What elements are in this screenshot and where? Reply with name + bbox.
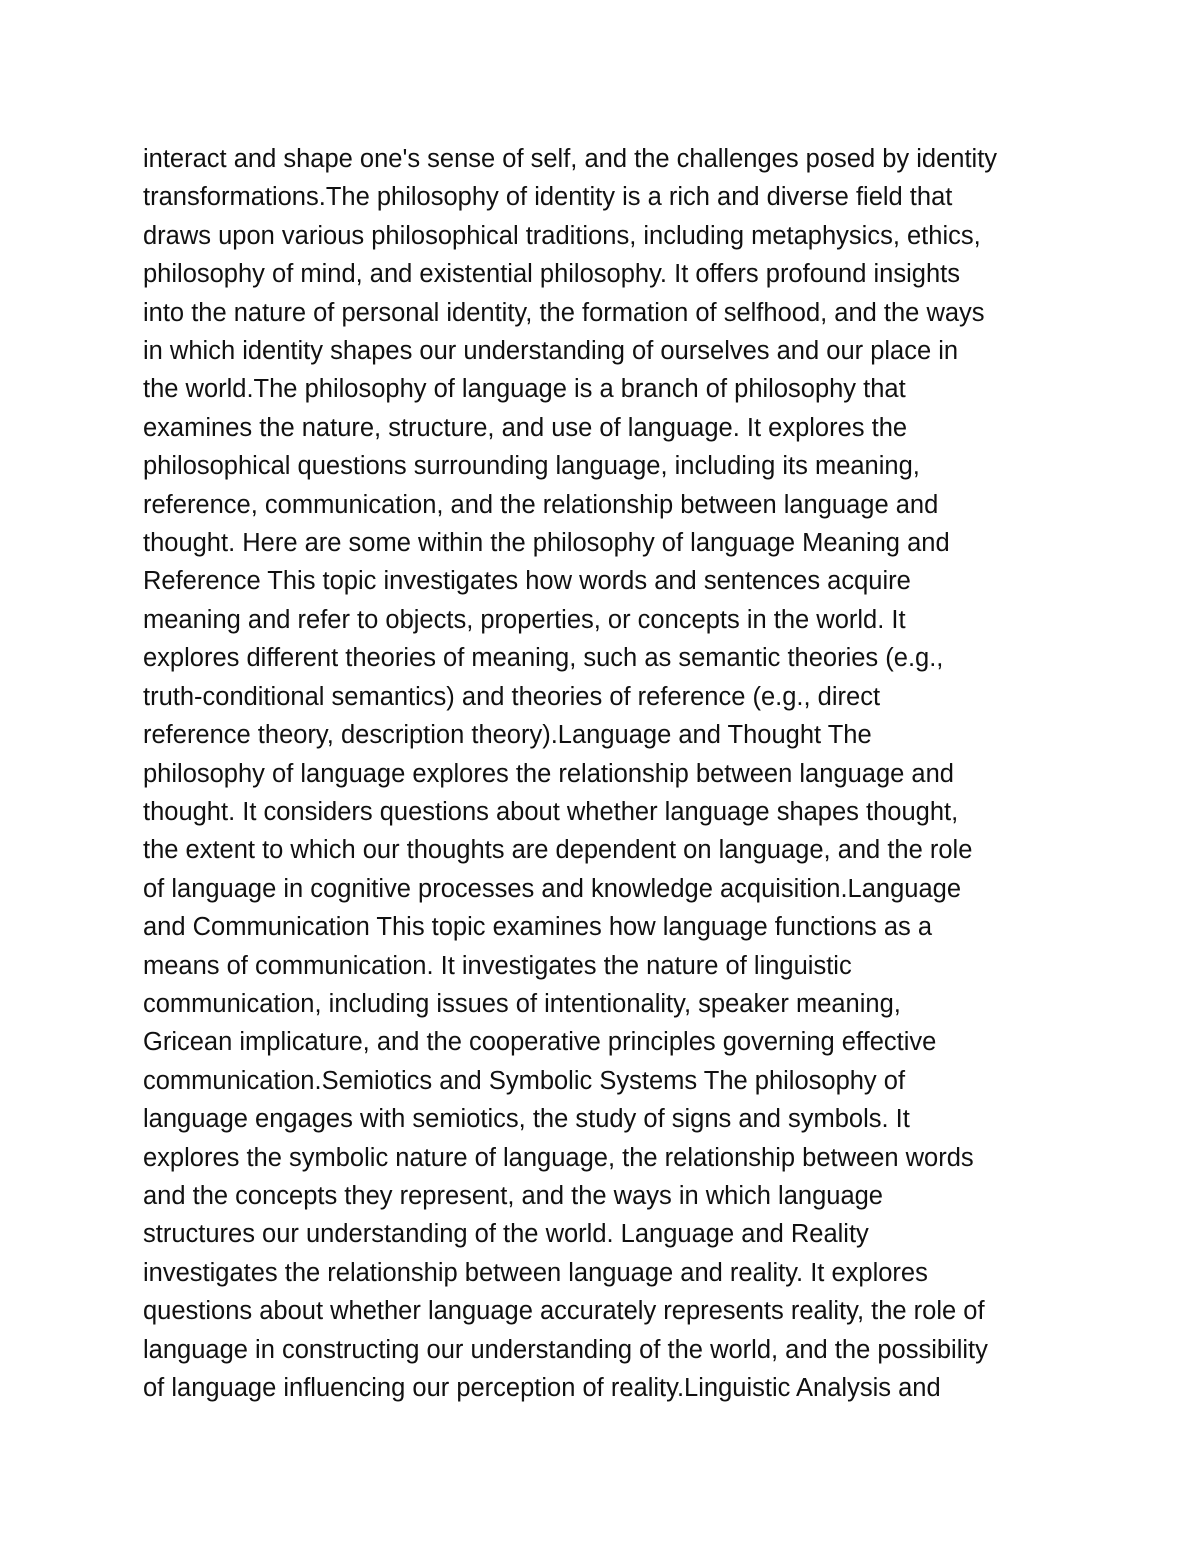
text-line: investigates the relationship between language and reality. It explores — [143, 1258, 928, 1287]
text-line: thought. It considers questions about whether language shapes thought, — [143, 797, 959, 826]
text-line: truth-conditional semantics) and theories of reference (e.g., direct — [143, 682, 881, 711]
text-line: communication.Semiotics and Symbolic Systems The philosophy of — [143, 1066, 906, 1095]
text-line: in which identity shapes our understanding of ourselves and our place in — [143, 337, 959, 366]
text-line: explores different theories of meaning, such as semantic theories (e.g., — [143, 644, 944, 673]
text-line: means of communication. It investigates the nature of linguistic — [143, 951, 852, 980]
text-line: communication, including issues of intentionality, speaker meaning, — [143, 989, 901, 1018]
text-line: draws upon various philosophical traditions, including metaphysics, ethics, — [143, 221, 981, 250]
text-line: explores the symbolic nature of language, the relationship between words — [143, 1143, 974, 1172]
text-line: and the concepts they represent, and the ways in which language — [143, 1181, 883, 1210]
text-line: into the nature of personal identity, the formation of selfhood, and the ways — [143, 298, 985, 327]
text-line: thought. Here are some within the philosophy of language Meaning and — [143, 529, 950, 558]
text-line: questions about whether language accurately represents reality, the role of — [143, 1297, 985, 1326]
text-line: structures our understanding of the world. Language and Reality — [143, 1220, 869, 1249]
text-line: language in constructing our understanding of the world, and the possibility — [143, 1335, 988, 1364]
text-line: meaning and refer to objects, properties, or concepts in the world. It — [143, 605, 906, 634]
text-line: reference, communication, and the relationship between language and — [143, 490, 939, 519]
text-line: of language influencing our perception of reality.Linguistic Analysis and — [143, 1374, 941, 1402]
text-line: Reference This topic investigates how words and sentences acquire — [143, 567, 911, 596]
text-line: interact and shape one's sense of self, and the challenges posed by identity — [143, 145, 998, 173]
text-line: and Communication This topic examines how language functions as a — [143, 913, 933, 942]
text-line: Gricean implicature, and the cooperative principles governing effective — [143, 1028, 937, 1057]
text-line: the extent to which our thoughts are dependent on language, and the role — [143, 836, 973, 865]
text-line: philosophical questions surrounding language, including its meaning, — [143, 452, 920, 481]
text-line: examines the nature, structure, and use of language. It explores the — [143, 413, 908, 442]
text-line: reference theory, description theory).Language and Thought The — [143, 721, 872, 750]
text-line: transformations.The philosophy of identity is a rich and diverse field that — [143, 183, 953, 212]
text-line: philosophy of mind, and existential philosophy. It offers profound insights — [143, 260, 960, 289]
text-line: philosophy of language explores the relationship between language and — [143, 759, 954, 788]
text-line: the world.The philosophy of language is a branch of philosophy that — [143, 375, 906, 404]
text-line: language engages with semiotics, the study of signs and symbols. It — [143, 1105, 910, 1134]
text-line: of language in cognitive processes and knowledge acquisition.Language — [143, 874, 962, 903]
body-text — [143, 140, 1103, 1407]
